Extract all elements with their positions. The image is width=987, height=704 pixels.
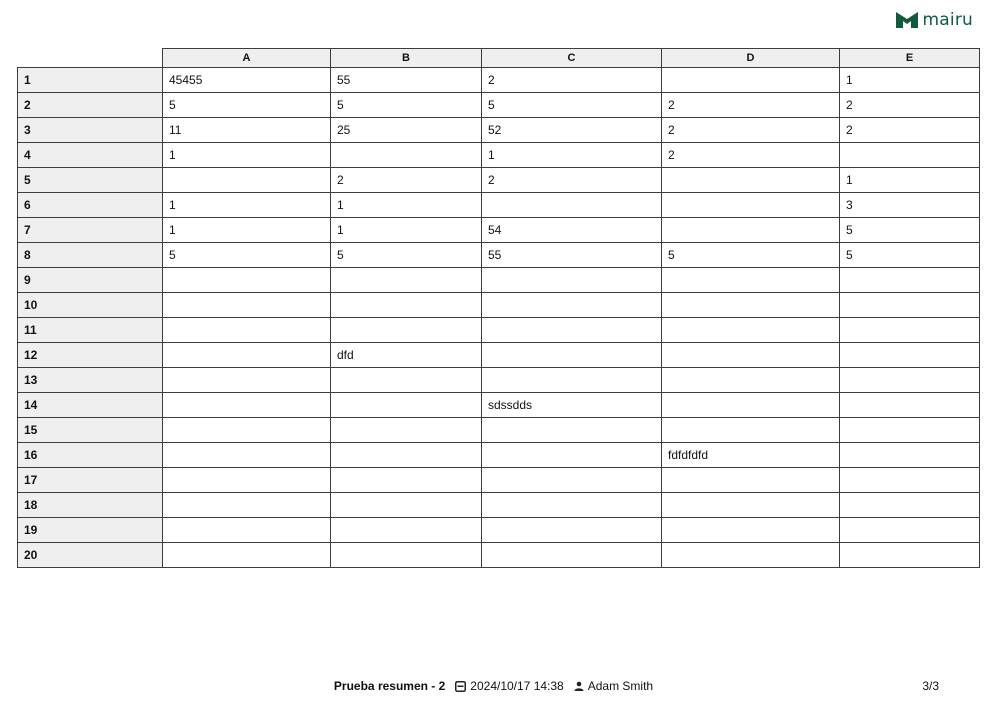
cell-d9 — [662, 268, 840, 293]
cell-b2: 5 — [331, 93, 482, 118]
table-row — [18, 143, 980, 168]
cell-b13 — [331, 368, 482, 393]
cell-c2: 5 — [482, 93, 662, 118]
cell-d20 — [662, 543, 840, 568]
cell-e4 — [840, 143, 980, 168]
row-header: 3 — [18, 118, 163, 143]
spreadsheet-table — [17, 48, 980, 568]
cell-b8: 5 — [331, 243, 482, 268]
cell-a4: 1 — [163, 143, 331, 168]
cell-d5 — [662, 168, 840, 193]
cell-c18 — [482, 493, 662, 518]
cell-b10 — [331, 293, 482, 318]
cell-a17 — [163, 468, 331, 493]
cell-d19 — [662, 518, 840, 543]
cell-c5: 2 — [482, 168, 662, 193]
cell-a14 — [163, 393, 331, 418]
row-header: 11 — [18, 318, 163, 343]
row-header: 2 — [18, 93, 163, 118]
cell-a2: 5 — [163, 93, 331, 118]
row-header: 4 — [18, 143, 163, 168]
cell-b19 — [331, 518, 482, 543]
cell-d3: 2 — [662, 118, 840, 143]
cell-c9 — [482, 268, 662, 293]
cell-b14 — [331, 393, 482, 418]
cell-c11 — [482, 318, 662, 343]
cell-a6: 1 — [163, 193, 331, 218]
row-header: 15 — [18, 418, 163, 443]
table-row — [18, 468, 980, 493]
brand-logo — [896, 10, 973, 30]
cell-d13 — [662, 368, 840, 393]
cell-e18 — [840, 493, 980, 518]
cell-e12 — [840, 343, 980, 368]
cell-e5: 1 — [840, 168, 980, 193]
cell-d6 — [662, 193, 840, 218]
cell-c1: 2 — [482, 68, 662, 93]
brand-name: mairu — [922, 10, 973, 30]
cell-c3: 52 — [482, 118, 662, 143]
cell-a7: 1 — [163, 218, 331, 243]
cell-b4 — [331, 143, 482, 168]
table-row — [18, 393, 980, 418]
row-header: 18 — [18, 493, 163, 518]
column-header-a: A — [163, 49, 331, 68]
cell-d16: fdfdfdfd — [662, 443, 840, 468]
cell-d17 — [662, 468, 840, 493]
table-row — [18, 343, 980, 368]
cell-e3: 2 — [840, 118, 980, 143]
table-row — [18, 193, 980, 218]
row-header: 19 — [18, 518, 163, 543]
cell-d2: 2 — [662, 93, 840, 118]
cell-e10 — [840, 293, 980, 318]
cell-c20 — [482, 543, 662, 568]
cell-c7: 54 — [482, 218, 662, 243]
table-row — [18, 218, 980, 243]
cell-e15 — [840, 418, 980, 443]
table-row — [18, 318, 980, 343]
table-row — [18, 293, 980, 318]
cell-a10 — [163, 293, 331, 318]
table-row — [18, 168, 980, 193]
cell-a1: 45455 — [163, 68, 331, 93]
cell-e13 — [840, 368, 980, 393]
table-row — [18, 93, 980, 118]
row-header: 17 — [18, 468, 163, 493]
row-header: 20 — [18, 543, 163, 568]
cell-a3: 11 — [163, 118, 331, 143]
cell-c19 — [482, 518, 662, 543]
cell-d7 — [662, 218, 840, 243]
cell-a12 — [163, 343, 331, 368]
cell-a15 — [163, 418, 331, 443]
column-header-b: B — [331, 49, 482, 68]
table-row — [18, 493, 980, 518]
cell-b16 — [331, 443, 482, 468]
row-header: 5 — [18, 168, 163, 193]
cell-d4: 2 — [662, 143, 840, 168]
mairu-logo-icon — [896, 12, 918, 28]
cell-b7: 1 — [331, 218, 482, 243]
cell-b11 — [331, 318, 482, 343]
cell-c17 — [482, 468, 662, 493]
row-header: 14 — [18, 393, 163, 418]
date-info — [455, 679, 563, 693]
cell-d10 — [662, 293, 840, 318]
cell-e8: 5 — [840, 243, 980, 268]
cell-c14: sdssdds — [482, 393, 662, 418]
cell-c15 — [482, 418, 662, 443]
row-header: 7 — [18, 218, 163, 243]
cell-b12: dfd — [331, 343, 482, 368]
sheet-body — [18, 68, 980, 568]
cell-d8: 5 — [662, 243, 840, 268]
cell-a19 — [163, 518, 331, 543]
cell-c16 — [482, 443, 662, 468]
cell-e14 — [840, 393, 980, 418]
page-number: 3/3 — [922, 679, 939, 693]
table-row — [18, 418, 980, 443]
cell-e17 — [840, 468, 980, 493]
document-date: 2024/10/17 14:38 — [470, 679, 564, 693]
cell-a8: 5 — [163, 243, 331, 268]
table-row — [18, 118, 980, 143]
cell-a18 — [163, 493, 331, 518]
cell-d18 — [662, 493, 840, 518]
cell-b1: 55 — [331, 68, 482, 93]
row-header: 9 — [18, 268, 163, 293]
cell-a11 — [163, 318, 331, 343]
row-header: 16 — [18, 443, 163, 468]
cell-b20 — [331, 543, 482, 568]
cell-e7: 5 — [840, 218, 980, 243]
cell-a16 — [163, 443, 331, 468]
row-header: 12 — [18, 343, 163, 368]
cell-d12 — [662, 343, 840, 368]
cell-c6 — [482, 193, 662, 218]
table-row — [18, 268, 980, 293]
table-row — [18, 443, 980, 468]
corner-cell — [18, 49, 163, 68]
cell-e1: 1 — [840, 68, 980, 93]
cell-a9 — [163, 268, 331, 293]
row-header: 6 — [18, 193, 163, 218]
cell-b15 — [331, 418, 482, 443]
cell-d15 — [662, 418, 840, 443]
table-row — [18, 518, 980, 543]
cell-a20 — [163, 543, 331, 568]
cell-a13 — [163, 368, 331, 393]
cell-e6: 3 — [840, 193, 980, 218]
row-header: 8 — [18, 243, 163, 268]
cell-b3: 25 — [331, 118, 482, 143]
column-header-row — [18, 49, 980, 68]
cell-e2: 2 — [840, 93, 980, 118]
cell-b5: 2 — [331, 168, 482, 193]
cell-c12 — [482, 343, 662, 368]
cell-e9 — [840, 268, 980, 293]
cell-b9 — [331, 268, 482, 293]
calendar-icon — [455, 681, 466, 692]
page-footer — [0, 678, 987, 694]
cell-b6: 1 — [331, 193, 482, 218]
cell-e11 — [840, 318, 980, 343]
column-header-e: E — [840, 49, 980, 68]
table-row — [18, 68, 980, 93]
table-row — [18, 543, 980, 568]
cell-e20 — [840, 543, 980, 568]
cell-b17 — [331, 468, 482, 493]
row-header: 1 — [18, 68, 163, 93]
column-header-c: C — [482, 49, 662, 68]
cell-c8: 55 — [482, 243, 662, 268]
row-header: 13 — [18, 368, 163, 393]
cell-e16 — [840, 443, 980, 468]
cell-b18 — [331, 493, 482, 518]
author-info — [574, 679, 653, 693]
cell-a5 — [163, 168, 331, 193]
table-row — [18, 243, 980, 268]
document-title: Prueba resumen - 2 — [333, 679, 446, 693]
cell-c13 — [482, 368, 662, 393]
cell-d1 — [662, 68, 840, 93]
row-header: 10 — [18, 293, 163, 318]
column-header-d: D — [662, 49, 840, 68]
cell-d14 — [662, 393, 840, 418]
document-author: Adam Smith — [587, 679, 654, 693]
table-row — [18, 368, 980, 393]
cell-c4: 1 — [482, 143, 662, 168]
cell-e19 — [840, 518, 980, 543]
cell-d11 — [662, 318, 840, 343]
user-icon — [574, 681, 584, 691]
cell-c10 — [482, 293, 662, 318]
